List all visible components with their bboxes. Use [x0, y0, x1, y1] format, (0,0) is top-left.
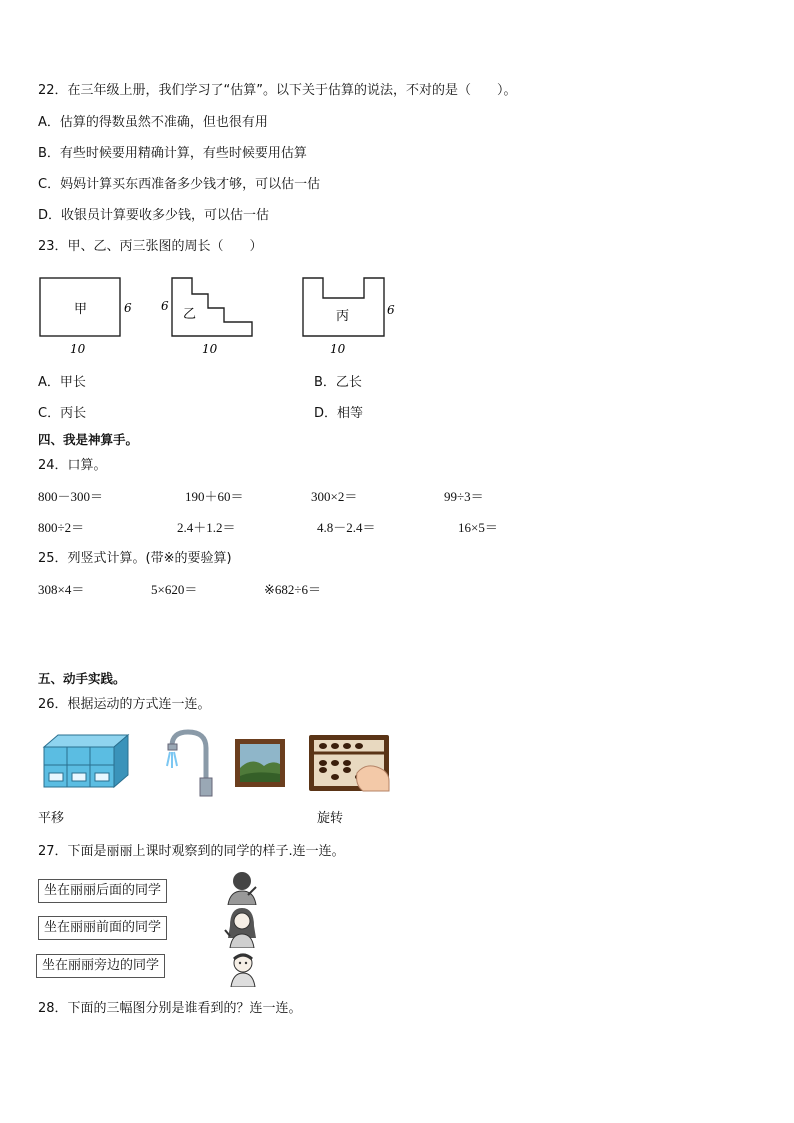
q24-item: 4.8－2.4＝	[317, 520, 376, 535]
drawer-cabinet-icon	[40, 733, 130, 791]
q23-option-d: D．相等	[314, 406, 364, 421]
q24-item: 16×5＝	[458, 520, 498, 535]
student-back-view-icon	[222, 869, 262, 905]
q25-stem: 25．列竖式计算。(带※的要验算)	[38, 551, 232, 566]
box-student-behind[interactable]: 坐在丽丽后面的同学	[38, 879, 167, 903]
q24-stem: 24．口算。	[38, 458, 107, 473]
q24-item: 2.4＋1.2＝	[177, 520, 236, 535]
q23-stem: 23．甲、乙、丙三张图的周长（ ）	[38, 239, 263, 254]
q22-option-c: C．妈妈计算买东西准备多少钱才够，可以估一估	[38, 177, 321, 192]
student-side-view-icon	[226, 951, 260, 987]
q25-item: 308×4＝	[38, 582, 85, 597]
figure-jia-bottom: 10	[70, 342, 86, 356]
q23-option-c: C．丙长	[38, 406, 87, 421]
motion-label-rotation: 旋转	[317, 811, 344, 826]
q23-option-a: A．甲长	[38, 375, 86, 390]
q22-option-b: B．有些时候要用精确计算，有些时候要用估算	[38, 146, 307, 161]
motion-label-translation: 平移	[38, 811, 65, 826]
q25-item: ※682÷6＝	[264, 582, 322, 597]
q22-stem: 22．在三年级上册，我们学习了“估算”。以下关于估算的说法，不对的是（ ）。	[38, 83, 517, 98]
q24-item: 99÷3＝	[444, 489, 484, 504]
figure-bing-bottom: 10	[330, 342, 346, 356]
section-4-heading: 四、我是神算手。	[38, 432, 139, 447]
q23-option-b: B．乙长	[314, 375, 362, 390]
q24-item: 300×2＝	[311, 489, 358, 504]
q26-stem: 26．根据运动的方式连一连。	[38, 697, 211, 712]
q22-option-d: D．收银员计算要收多少钱，可以估一估	[38, 208, 270, 223]
figure-yi-bottom: 10	[202, 342, 218, 356]
q28-stem: 28．下面的三幅图分别是谁看到的？连一连。	[38, 1001, 302, 1016]
perimeter-figures	[30, 268, 410, 358]
faucet-icon	[162, 728, 218, 800]
sliding-window-icon	[234, 738, 286, 788]
q24-item: 800÷2＝	[38, 520, 85, 535]
figure-jia-side: 6	[124, 301, 132, 315]
student-front-view-icon	[224, 906, 260, 948]
q27-stem: 27．下面是丽丽上课时观察到的同学的样子.连一连。	[38, 844, 345, 859]
figure-yi-side: 6	[161, 299, 169, 313]
q24-item: 800－300＝	[38, 489, 104, 504]
q22-option-a: A．估算的得数虽然不准确，但也很有用	[38, 115, 268, 130]
q25-item: 5×620＝	[151, 582, 198, 597]
figure-bing-label: 丙	[336, 309, 350, 324]
figure-jia-label: 甲	[74, 302, 88, 317]
section-5-heading: 五、动手实践。	[38, 671, 126, 686]
q24-item: 190＋60＝	[185, 489, 244, 504]
box-student-beside[interactable]: 坐在丽丽旁边的同学	[36, 954, 165, 978]
figure-bing-side: 6	[387, 303, 395, 317]
abacus-icon	[307, 733, 391, 793]
figure-yi-label: 乙	[183, 307, 197, 322]
figure-bing-shape	[303, 278, 384, 336]
box-student-front[interactable]: 坐在丽丽前面的同学	[38, 916, 167, 940]
